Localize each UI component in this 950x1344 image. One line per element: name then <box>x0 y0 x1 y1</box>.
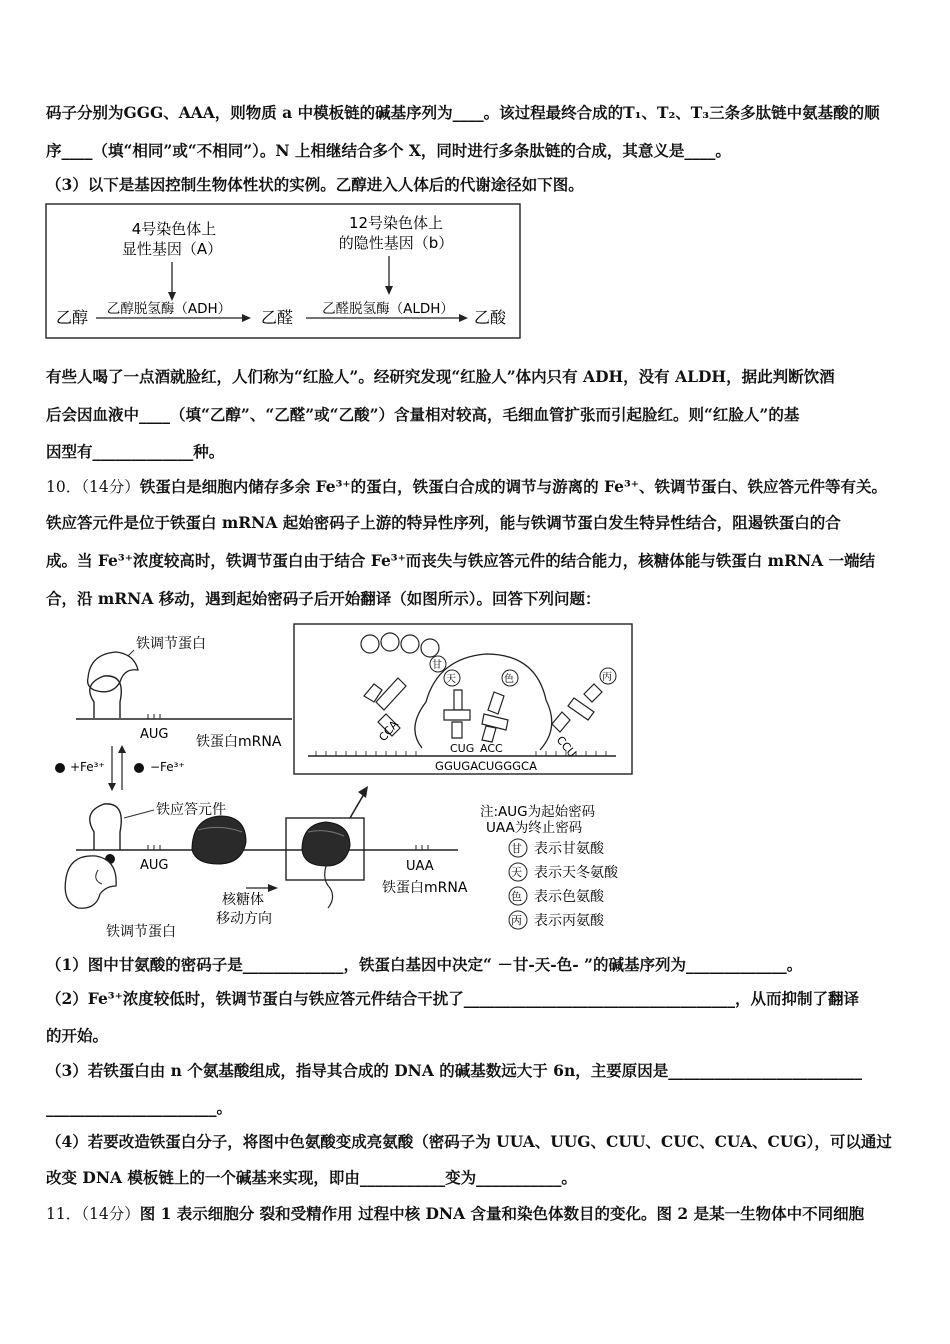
legend-ala-text: 表示丙氨酸 <box>534 913 604 929</box>
reg-protein-bottom-label: 铁调节蛋白 <box>106 924 176 940</box>
legend-trp-text: 表示色氨酸 <box>534 889 604 905</box>
legend-ala-symbol: 丙 <box>511 914 522 927</box>
enzyme-adh: 乙醇脱氢酶（ADH） <box>106 301 232 317</box>
mrna-top-label: 铁蛋白mRNA <box>196 734 282 750</box>
gene2-line1: 12号染色体上 <box>348 214 444 232</box>
q9-line1: 码子分别为GGG、AAA，则物质 a 中模板链的碱基序列为____。该过程最终合成的T₁、T₂、T₃三条多肽链中氨基酸的顺 <box>46 103 880 122</box>
aa-gly-zoom: 甘 <box>432 660 442 671</box>
q10-line1 <box>46 477 906 497</box>
aug-bottom: AUG <box>140 858 169 873</box>
q10-line3: 成。当 Fe³⁺浓度较高时，铁调节蛋白由于结合 Fe³⁺而丧失与铁应答元件的结合能力，核糖体能与铁蛋白 mRNA 一端结 <box>46 551 876 570</box>
substrate-ethanol: 乙醇 <box>56 308 89 327</box>
gene1-line2: 显性基因（A） <box>121 240 223 258</box>
anticodon-ccu: CCU <box>553 733 579 760</box>
legend-asp-symbol: 天 <box>511 866 522 879</box>
ferritin-regulation-figure <box>46 618 640 944</box>
substrate-acetic-acid: 乙酸 <box>474 308 507 327</box>
q9-line3: （3）以下是基因控制生物体性状的实例。乙醇进入人体后的代谢途径如下图。 <box>46 175 584 194</box>
q10-sub3a: （3）若铁蛋白由 n 个氨基酸组成，指导其合成的 DNA 的碱基数远大于 6n，主要原因是_________________________ <box>46 1061 862 1080</box>
gene2-line2: 的隐性基因（b） <box>338 234 454 252</box>
q10-line4: 合，沿 mRNA 移动，遇到起始密码子后开始翻译（如图所示）。回答下列问题： <box>46 589 601 608</box>
ribosome-label-2: 移动方向 <box>216 911 272 927</box>
substrate-acetaldehyde: 乙醛 <box>261 308 294 327</box>
enzyme-aldh: 乙醛脱氢酶（ALDH） <box>322 301 454 317</box>
anticodon-cug: CUG <box>450 742 475 755</box>
q11-number: 11．（14分） <box>46 1205 140 1223</box>
note-stop-codon: UAA为终止密码 <box>486 820 583 836</box>
legend-gly-symbol: 甘 <box>511 842 522 855</box>
q10-sub2b: 的开始。 <box>46 1026 109 1045</box>
plus-fe-label: +Fe³⁺ <box>70 760 105 774</box>
aa-ala-zoom: 丙 <box>602 672 612 683</box>
ethanol-metabolism-diagram <box>44 202 524 342</box>
q9-line6: 因型有_____________种。 <box>46 442 225 461</box>
mrna-bottom-label: 铁蛋白mRNA <box>382 880 468 896</box>
gene1-line1: 4号染色体上 <box>131 220 217 238</box>
aa-asp-zoom: 天 <box>446 674 456 685</box>
q11-line1-text: 图 1 表示细胞分 裂和受精作用 过程中核 DNA 含量和染色体数目的变化。图 2 是某一生物体中不同细胞 <box>139 1204 865 1223</box>
q9-line4: 有些人喝了一点酒就脸红，人们称为“红脸人”。经研究发现“红脸人”体内只有 ADH，没有 ALDH，据此判断饮酒 <box>46 367 835 386</box>
reg-protein-top-label: 铁调节蛋白 <box>136 636 206 652</box>
uaa-label: UAA <box>406 859 434 874</box>
legend <box>509 839 619 929</box>
minus-fe-label: −Fe³⁺ <box>150 760 185 774</box>
aug-top: AUG <box>140 727 169 742</box>
q10-sub3b: ______________________。 <box>46 1098 233 1117</box>
q9-line2: 序____（填“相同”或“不相同”）。N 上相继结合多个 X，同时进行多条肽链的合成，其意义是____。 <box>46 141 731 160</box>
legend-trp-symbol: 色 <box>511 890 522 903</box>
ribosome-label-1: 核糖体 <box>222 892 264 908</box>
q10-sub4a: （4）若要改造铁蛋白分子，将图中色氨酸变成亮氨酸（密码子为 UUA、UUG、CUU、CUC、CUA、CUG），可以通过 <box>46 1132 892 1151</box>
q9-line5: 后会因血液中____（填“乙醇”、“乙醛”或“乙酸”）含量相对较高，毛细血管扩张而引起脸红。则“红脸人”的基 <box>46 405 800 424</box>
ire-label: 铁应答元件 <box>156 802 226 818</box>
q10-line2: 铁应答元件是位于铁蛋白 mRNA 起始密码子上游的特异性序列，能与铁调节蛋白发生特异性结合，阻遏铁蛋白的合 <box>46 513 841 532</box>
q10-line1-text: 铁蛋白是细胞内储存多余 Fe³⁺的蛋白，铁蛋白合成的调节与游离的 Fe³⁺、铁调节蛋白、铁应答元件等有关。 <box>139 477 887 496</box>
q11-line1 <box>46 1204 906 1224</box>
q10-sub1: （1）图中甘氨酸的密码子是_____________，铁蛋白基因中决定“ －甘-天-色- ”的碱基序列为_____________。 <box>46 955 803 974</box>
mrna-sequence: GGUGACUGGGCA <box>435 759 537 773</box>
q10-sub2a: （2）Fe³⁺浓度较低时，铁调节蛋白与铁应答元件结合干扰了___________________________________，从而抑制了翻译 <box>46 989 860 1008</box>
legend-asp-text: 表示天冬氨酸 <box>534 865 618 881</box>
anticodon-acc: ACC <box>480 742 503 755</box>
q10-number: 10．（14分） <box>46 478 140 496</box>
q10-sub4b: 改变 DNA 模板链上的一个碱基来实现，即由___________变为___________。 <box>46 1168 577 1187</box>
aa-trp-zoom: 色 <box>504 674 514 685</box>
legend-gly-text: 表示甘氨酸 <box>534 841 604 857</box>
anticodon-cca: CCA <box>376 718 402 744</box>
note-start-codon: 注:AUG为起始密码 <box>480 804 596 820</box>
